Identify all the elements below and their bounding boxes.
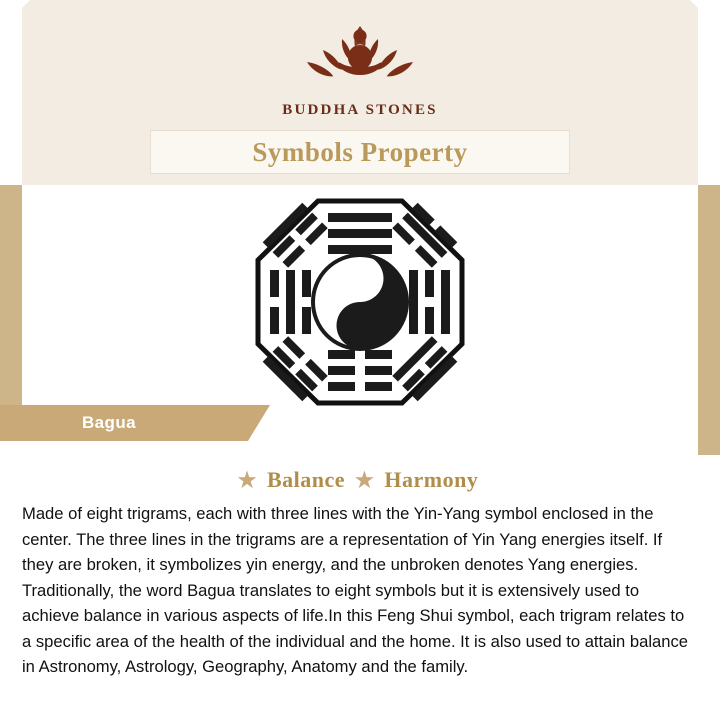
section-title-bar [150,130,570,174]
ribbon-notch [248,405,270,441]
side-accent-right [698,185,720,455]
tagline-word-balance: Balance [266,467,346,492]
lotus-meditation-icon [0,22,720,96]
description-paragraph: Made of eight trigrams, each with three lines with the Yin-Yang symbol enclosed in the center. The three lines in the trigrams are a representation of Yin Yang energies itself. If they are broken, it symbolizes yin energy, and the unbroken denotes Yang energies. Traditionally, the word Bagua translates to eight symbols but it is extensively used to achieve balance in various aspects of life.In this Feng Shui symbol, each trigram relates to a specific area of the health of the individual and the home. It is also used to attain balance in Astronomy, Astrology, Geography, Anatomy and the family. [22,504,689,676]
tagline-word-harmony: Harmony [384,467,479,492]
star-icon-middle: ★ [355,468,375,492]
figure-caption-label: Bagua [82,413,136,432]
figure-caption-ribbon [0,405,248,441]
brand-name: BUDDHA STONES [282,102,438,118]
tagline [22,467,698,493]
side-accent-left [0,185,22,405]
star-icon-left: ★ [237,468,257,492]
brand-logo [0,22,720,119]
page-title: Symbols Property [252,136,468,167]
description-panel [0,455,720,720]
